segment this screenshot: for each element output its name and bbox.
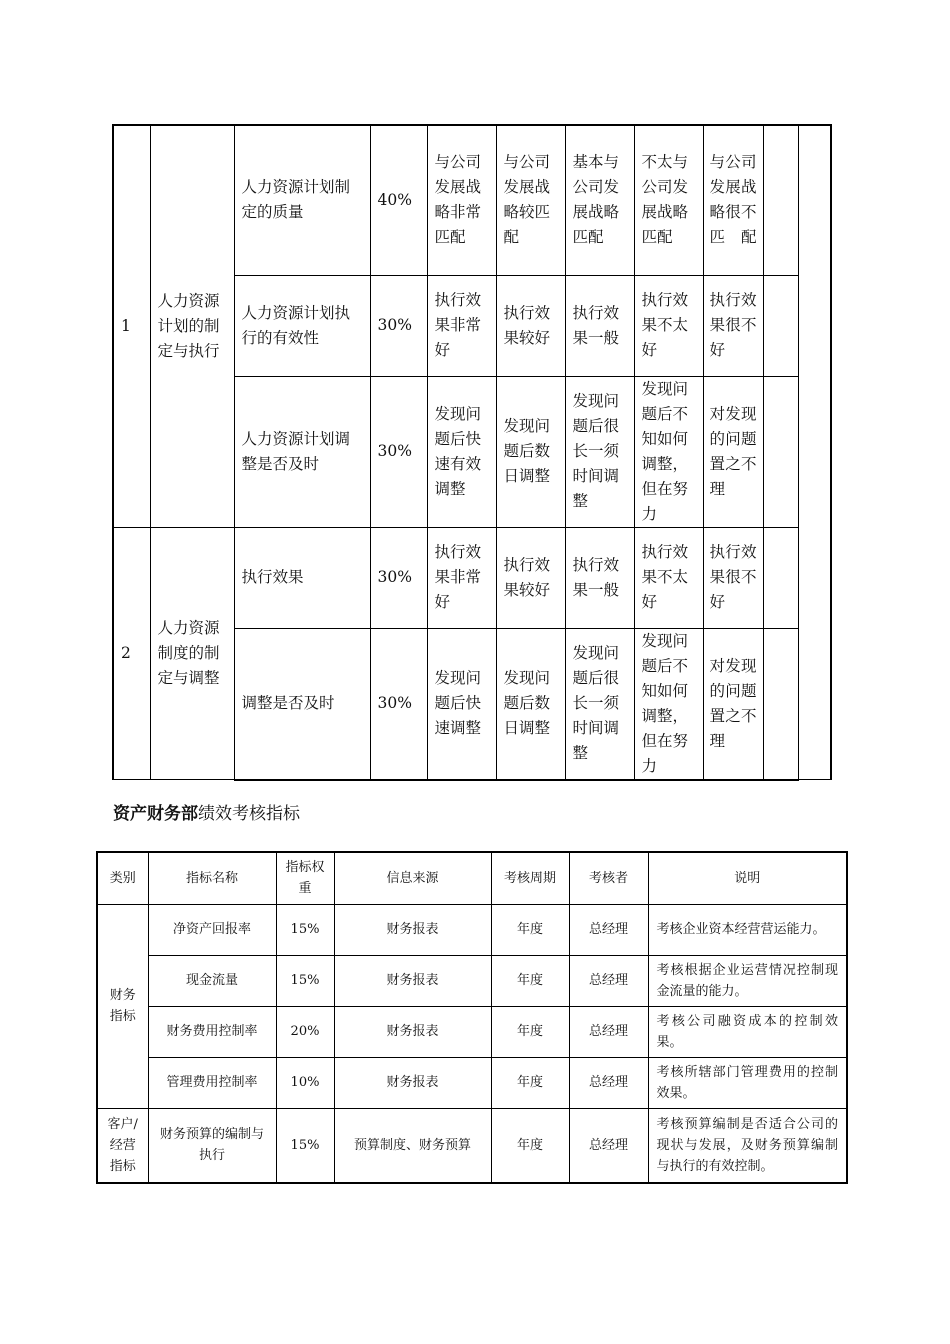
kpi-assessor: 总经理	[569, 955, 648, 1006]
category-cell: 客户/经营指标	[97, 1108, 148, 1183]
kpi-weight: 15%	[276, 955, 334, 1006]
header-row	[97, 852, 847, 904]
header-period: 考核周期	[491, 852, 569, 904]
header-weight: 指标权重	[276, 852, 334, 904]
indicator-weight: 30%	[370, 628, 427, 780]
header-name: 指标名称	[148, 852, 276, 904]
kpi-period: 年度	[491, 904, 569, 955]
indicator-name: 执行效果	[234, 527, 370, 628]
kpi-weight: 15%	[276, 904, 334, 955]
kpi-period: 年度	[491, 955, 569, 1006]
indicator-weight: 30%	[370, 376, 427, 527]
kpi-source: 财务报表	[334, 1057, 491, 1108]
header-description: 说明	[648, 852, 847, 904]
kpi-description	[648, 904, 847, 955]
score-cell	[763, 376, 798, 527]
indicator-weight: 30%	[370, 275, 427, 376]
hr-evaluation-table	[112, 124, 832, 781]
finance-kpi-table	[96, 851, 848, 1184]
header-source: 信息来源	[334, 852, 491, 904]
level-poor: 执行效果不太好	[634, 275, 703, 376]
level-excellent: 发现问题后快速有效调整	[427, 376, 496, 527]
kpi-name: 净资产回报率	[148, 904, 276, 955]
indicator-name: 人力资源计划制定的质量	[234, 125, 370, 275]
kpi-source: 财务报表	[334, 1006, 491, 1057]
level-excellent: 发现问题后快速调整	[427, 628, 496, 780]
group-number: 1	[113, 125, 150, 527]
level-good: 执行效果较好	[496, 275, 565, 376]
table-row	[97, 904, 847, 955]
kpi-period: 年度	[491, 1006, 569, 1057]
kpi-weight: 20%	[276, 1006, 334, 1057]
level-poor: 不太与公司发展战略匹配	[634, 125, 703, 275]
table-row	[97, 1006, 847, 1057]
indicator-weight: 40%	[370, 125, 427, 275]
level-average: 执行效果一般	[565, 527, 634, 628]
kpi-name: 管理费用控制率	[148, 1057, 276, 1108]
kpi-description-text: 考核预算编制是否适合公司的现状与发展，及财务预算编制与执行的有效控制。	[656, 1116, 838, 1174]
remark-cell	[798, 125, 831, 780]
kpi-name: 现金流量	[148, 955, 276, 1006]
indicator-name: 人力资源计划执行的有效性	[234, 275, 370, 376]
kpi-description	[648, 1057, 847, 1108]
level-poor: 执行效果不太好	[634, 527, 703, 628]
level-excellent: 与公司发展战略非常匹配	[427, 125, 496, 275]
table-row	[97, 955, 847, 1006]
kpi-name: 财务费用控制率	[148, 1006, 276, 1057]
level-poor: 发现问题后不知如何调整，但在努力	[634, 628, 703, 780]
level-very-poor: 对发现的问题置之不理	[703, 376, 763, 527]
kpi-assessor: 总经理	[569, 1057, 648, 1108]
level-good: 发现问题后数日调整	[496, 628, 565, 780]
level-poor: 发现问题后不知如何调整，但在努力	[634, 376, 703, 527]
kpi-source: 预算制度、财务预算	[334, 1108, 491, 1183]
kpi-description	[648, 1108, 847, 1183]
kpi-source: 财务报表	[334, 904, 491, 955]
level-very-poor: 对发现的问题置之不理	[703, 628, 763, 780]
heading-suffix: 绩效考核指标	[198, 804, 300, 824]
level-very-poor: 执行效果很不好	[703, 275, 763, 376]
kpi-description-text: 考核公司融资成本的控制效果。	[656, 1013, 838, 1050]
kpi-description-text: 考核根据企业运营情况控制现金流量的能力。	[656, 962, 838, 999]
section-heading	[113, 802, 300, 826]
kpi-description	[648, 955, 847, 1006]
score-cell	[763, 125, 798, 275]
level-good: 执行效果较好	[496, 527, 565, 628]
category-cell: 财务指标	[97, 904, 148, 1108]
table-row	[113, 125, 831, 275]
kpi-description	[648, 1006, 847, 1057]
indicator-name: 调整是否及时	[234, 628, 370, 780]
table-row	[97, 1108, 847, 1183]
level-average: 发现问题后很长一须时间调整	[565, 628, 634, 780]
department-name: 资产财务部	[113, 804, 198, 824]
level-excellent: 执行效果非常好	[427, 275, 496, 376]
kpi-name: 财务预算的编制与执行	[148, 1108, 276, 1183]
kpi-source: 财务报表	[334, 955, 491, 1006]
level-excellent: 执行效果非常好	[427, 527, 496, 628]
level-good: 发现问题后数日调整	[496, 376, 565, 527]
level-very-poor: 与公司发展战略很不匹配	[703, 125, 763, 275]
table-row	[113, 527, 831, 628]
score-cell	[763, 628, 798, 780]
kpi-assessor: 总经理	[569, 1006, 648, 1057]
score-cell	[763, 527, 798, 628]
level-average: 执行效果一般	[565, 275, 634, 376]
level-good: 与公司发展战略较匹配	[496, 125, 565, 275]
kpi-weight: 10%	[276, 1057, 334, 1108]
kpi-description-text: 考核企业资本经营营运能力。	[656, 922, 826, 937]
group-category: 人力资源计划的制定与执行	[150, 125, 234, 527]
kpi-assessor: 总经理	[569, 904, 648, 955]
kpi-assessor: 总经理	[569, 1108, 648, 1183]
kpi-weight: 15%	[276, 1108, 334, 1183]
level-average: 基本与公司发展战略匹配	[565, 125, 634, 275]
header-assessor: 考核者	[569, 852, 648, 904]
level-average: 发现问题后很长一须时间调整	[565, 376, 634, 527]
group-category: 人力资源制度的制定与调整	[150, 527, 234, 780]
group-number: 2	[113, 527, 150, 780]
indicator-weight: 30%	[370, 527, 427, 628]
kpi-period: 年度	[491, 1057, 569, 1108]
table-row	[97, 1057, 847, 1108]
level-very-poor: 执行效果很不好	[703, 527, 763, 628]
header-category: 类别	[97, 852, 148, 904]
kpi-period: 年度	[491, 1108, 569, 1183]
kpi-description-text: 考核所辖部门管理费用的控制效果。	[656, 1064, 838, 1101]
indicator-name: 人力资源计划调整是否及时	[234, 376, 370, 527]
score-cell	[763, 275, 798, 376]
